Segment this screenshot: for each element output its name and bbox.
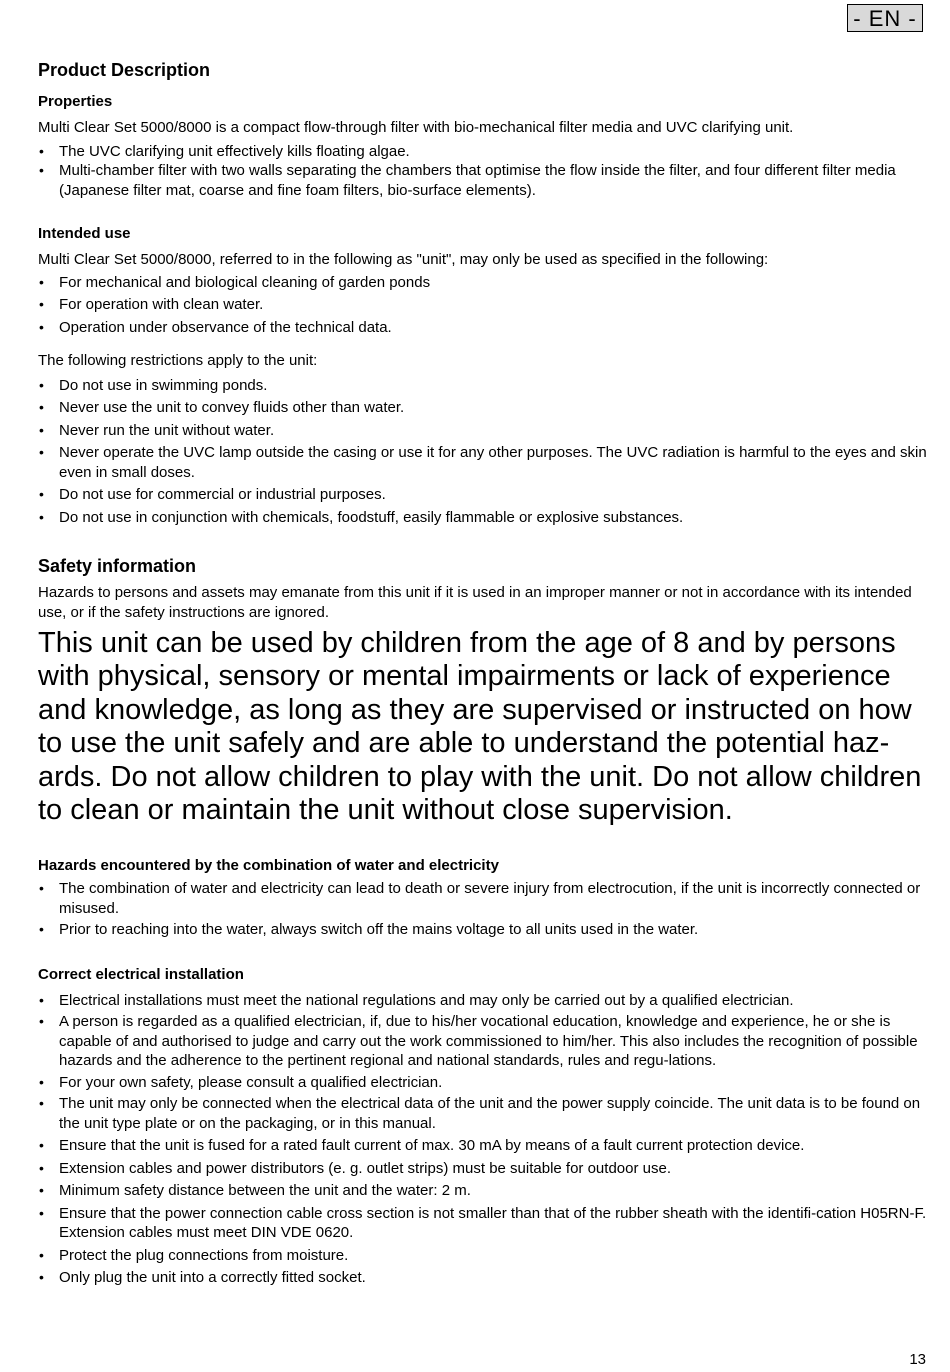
properties-list [38,142,928,201]
list-item: • For your own safety, please consult a qualified electrician. [38,1073,928,1093]
list-item: • Minimum safety distance between the unit and the water: 2 m. [38,1181,928,1201]
list-item: • Ensure that the unit is fused for a rated fault current of max. 30 mA by means of a fault current protection device. [38,1136,928,1156]
list-item: • Never run the unit without water. [38,421,928,441]
water-electricity-list [38,879,928,940]
safety-title: Safety information [38,556,197,576]
intended-use-intro: Multi Clear Set 5000/8000, referred to in the following as "unit", may only be used as specified in the following: [38,251,769,268]
list-item: • Only plug the unit into a correctly fitted socket. [38,1268,928,1288]
intended-use-list [38,273,928,338]
properties-intro: Multi Clear Set 5000/8000 is a compact flow-through filter with bio-mechanical filter media and UVC clarifying unit. [38,119,794,136]
list-item: • Never operate the UVC lamp outside the casing or use it for any other purposes. The UVC radiation is harmful to the eyes and skin even in small doses. [38,443,928,482]
list-item: • The combination of water and electricity can lead to death or severe injury from electrocution, if the unit is incorrectly connected or misused. [38,879,928,918]
list-item: • Do not use in conjunction with chemicals, foodstuff, easily flammable or explosive substances. [38,508,928,528]
list-item: • Do not use for commercial or industrial purposes. [38,485,928,505]
list-item: • Protect the plug connections from moisture. [38,1246,928,1266]
list-item: • The UVC clarifying unit effectively kills floating algae. [38,142,928,162]
safety-intro: Hazards to persons and assets may emanate from this unit if it is used in an improper manner or not in accordance with its intended use, or if the safety instructions are ignored. [38,584,912,621]
list-item: • A person is regarded as a qualified electrician, if, due to his/her vocational education, knowledge and experience, he or she is capable of and authorised to judge and carry out the work commissioned to him/her. This also includes the recognition of possible hazards and the adherence to the pertinent regional and national standards, rules and regu-lations. [38,1012,928,1071]
list-item: • Extension cables and power distributors (e. g. outlet strips) must be suitable for outdoor use. [38,1159,928,1179]
intended-use-heading: Intended use [38,225,131,242]
page-content [38,58,928,1288]
electrical-installation-heading: Correct electrical installation [38,965,244,983]
list-item: • Never use the unit to convey fluids other than water. [38,398,928,418]
language-badge: - EN - [847,4,923,32]
list-item: • Do not use in swimming ponds. [38,376,928,396]
page-number: 13 [909,1351,926,1368]
list-item: • Operation under observance of the technical data. [38,318,928,338]
properties-heading: Properties [38,93,113,110]
electrical-installation-list [38,991,928,1288]
restrictions-intro: The following restrictions apply to the unit: [38,352,318,369]
restrictions-list [38,376,928,528]
product-description-title: Product Description [38,60,211,80]
list-item: • Electrical installations must meet the national regulations and may only be carried out by a qualified electrician. [38,991,928,1011]
list-item: • Prior to reaching into the water, always switch off the mains voltage to all units used in the water. [38,920,928,940]
list-item: • For mechanical and biological cleaning of garden ponds [38,273,928,293]
water-electricity-heading: Hazards encountered by the combination of water and electricity [38,857,499,875]
list-item: • For operation with clean water. [38,295,928,315]
list-item: • Multi-chamber filter with two walls separating the chambers that optimise the flow inside the filter, and four different filter media (Japanese filter mat, coarse and fine foam filters, bio-surface elements). [38,161,928,200]
list-item: • Ensure that the power connection cable cross section is not smaller than that of the rubber sheath with the identifi-cation H05RN-F. Extension cables must meet DIN VDE 0620. [38,1204,928,1243]
children-notice: This unit can be used by children from the age of 8 and by persons with physical, sensory or mental impairments or lack of experience and knowledge, as long as they are supervised or instructed on how to use the unit safely and are able to understand the potential haz-ards. Do not allow children to play with the unit. Do not allow children to clean or maintain the unit without close supervision. [38,627,922,827]
list-item: • The unit may only be connected when the electrical data of the unit and the power supply coincide. The unit data is to be found on the unit type plate or on the packaging, or in this manual. [38,1094,928,1133]
